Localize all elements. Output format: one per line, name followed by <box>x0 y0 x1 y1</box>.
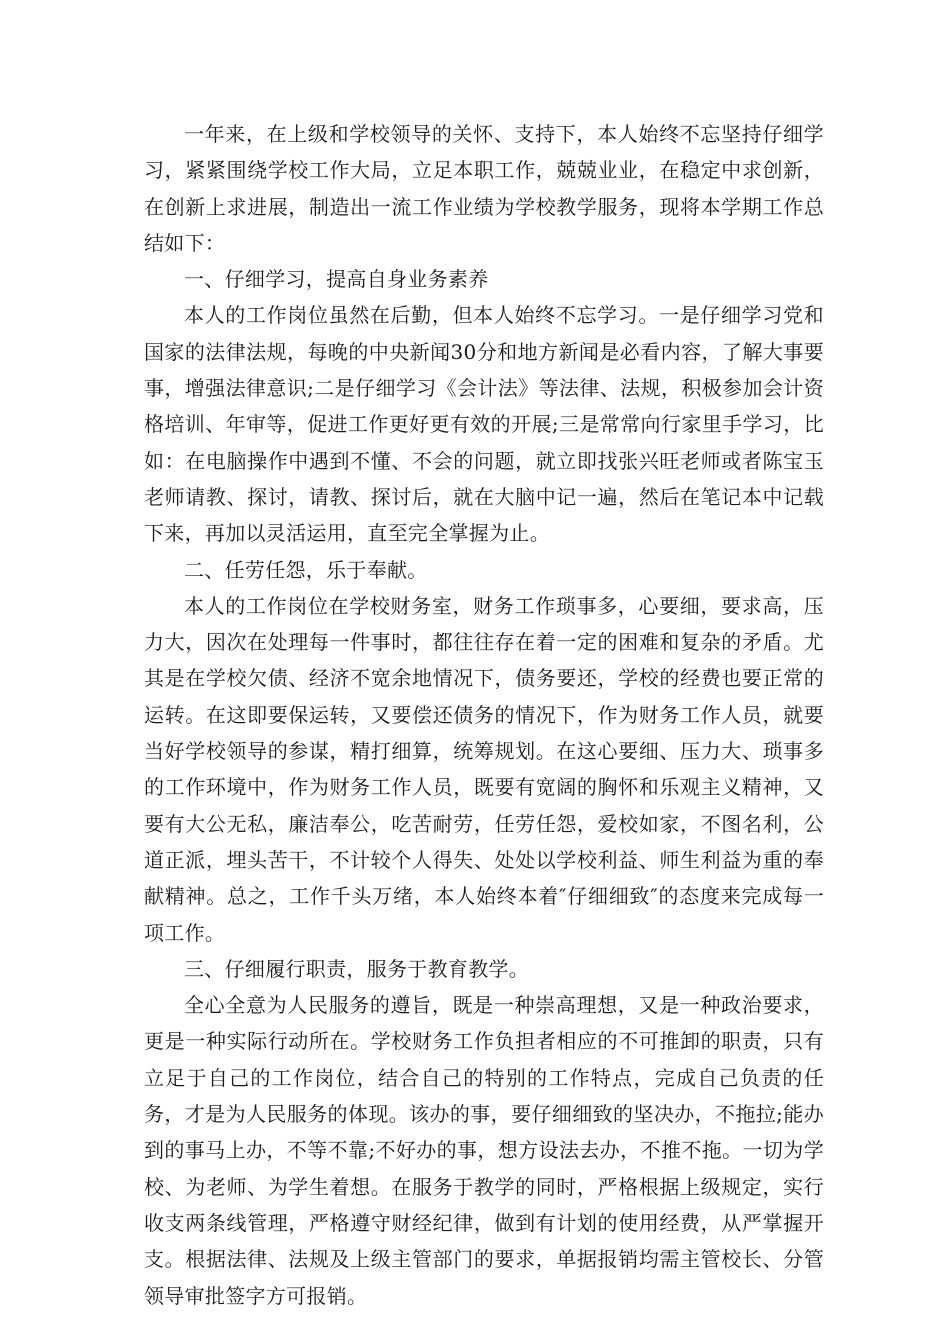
section-1-paragraph: 本人的工作岗位虽然在后勤，但本人始终不忘学习。一是仔细学习党和国家的法律法规，每晚的中央新闻30分和地方新闻是必看内容，了解大事要事，增强法律意识;二是仔细学习《会计法》等法律、法规，积极参加会计资格培训、年审等，促进工作更好更有效的开展;三是常常向行家里手学习，比如：在电脑操作中遇到不懂、不会的问题，就立即找张兴旺老师或者陈宝玉老师请教、探讨，请教、探讨后，就在大脑中记一遍，然后在笔记本中记载下来，再加以灵活运用，直至完全掌握为止。 <box>144 303 824 546</box>
intro-paragraph: 一年来，在上级和学校领导的关怀、支持下，本人始终不忘坚持仔细学习，紧紧围绕学校工作大局，立足本职工作，兢兢业业，在稳定中求创新，在创新上求进展，制造出一流工作业绩为学校教学服务，现将本学期工作总结如下： <box>144 122 824 255</box>
section-heading-3: 三、仔细履行职责，服务于教育教学。 <box>184 956 530 981</box>
section-heading-1: 一、仔细学习，提高自身业务素养 <box>184 267 489 292</box>
document-body <box>144 116 824 1314</box>
section-3-paragraph: 全心全意为人民服务的遵旨，既是一种崇高理想，又是一种政治要求，更是一种实际行动所在。学校财务工作负担者相应的不可推卸的职责，只有立足于自己的工作岗位，结合自己的特别的工作特点，完成自己负责的任务，才是为人民服务的体现。该办的事，要仔细细致的坚决办，不拖拉;能办到的事马上办，不等不靠;不好办的事，想方设法去办，不推不拖。一切为学校、为老师、为学生着想。在服务于教学的同时，严格根据上级规定，实行收支两条线管理，严格遵守财经纪律，做到有计划的使用经费，从严掌握开支。根据法律、法规及上级主管部门的要求，单据报销均需主管校长、分管领导审批签字方可报销。 <box>144 993 824 1308</box>
section-2-paragraph: 本人的工作岗位在学校财务室，财务工作琐事多，心要细，要求高，压力大，因次在处理每一件事时，都往往存在着一定的困难和复杂的矛盾。尤其是在学校欠债、经济不宽余地情况下，债务要还，学校的经费也要正常的运转。在这即要保运转，又要偿还债务的情况下，作为财务工作人员，就要当好学校领导的参谋，精打细算，统筹规划。在这心要细、压力大、琐事多的工作环境中，作为财务工作人员，既要有宽阔的胸怀和乐观主义精神，又要有大公无私，廉洁奉公，吃苦耐劳，任劳任怨，爱校如家，不图名利，公道正派，埋头苦干，不计较个人得失、处处以学校利益、师生利益为重的奉献精神。总之，工作千头万绪，本人始终本着″仔细细致″的态度来完成每一项工作。 <box>144 593 824 945</box>
section-heading-2: 二、任劳任怨，乐于奉献。 <box>184 557 428 582</box>
